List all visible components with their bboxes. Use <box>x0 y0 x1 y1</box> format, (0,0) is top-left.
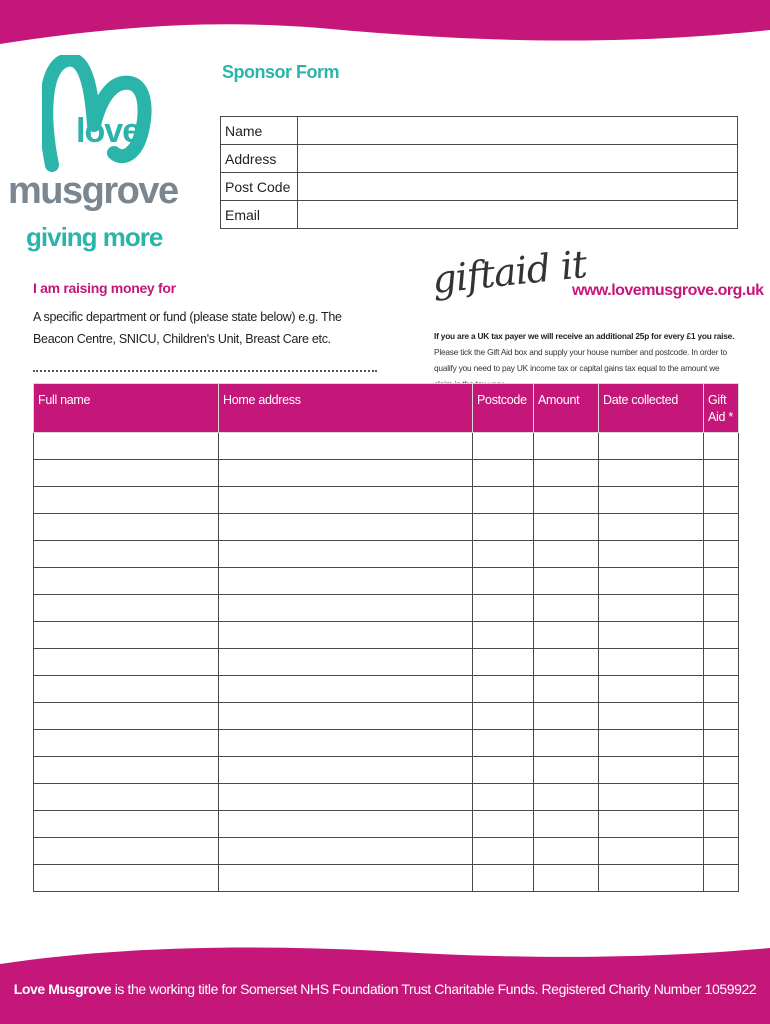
sponsor-table-header <box>34 384 739 433</box>
info-row-name <box>221 117 738 145</box>
cell-date-collected[interactable] <box>599 433 704 460</box>
table-row <box>34 649 739 676</box>
table-row <box>34 622 739 649</box>
cell-postcode[interactable] <box>473 541 534 568</box>
cell-date-collected[interactable] <box>599 487 704 514</box>
cell-date-collected[interactable] <box>599 595 704 622</box>
website-link[interactable]: www.lovemusgrove.org.uk <box>572 282 764 299</box>
cell-amount[interactable] <box>534 568 599 595</box>
cell-amount[interactable] <box>534 595 599 622</box>
table-row <box>34 730 739 757</box>
cell-gift-aid[interactable] <box>704 622 739 649</box>
cell-full-name[interactable] <box>34 811 219 838</box>
cell-gift-aid[interactable] <box>704 487 739 514</box>
postcode-field[interactable] <box>298 173 738 201</box>
cell-postcode[interactable] <box>473 487 534 514</box>
footer-brand: Love Musgrove <box>13 981 112 997</box>
sponsor-table-body <box>34 433 739 892</box>
table-row <box>34 541 739 568</box>
cell-home-address[interactable] <box>219 460 473 487</box>
cell-date-collected[interactable] <box>599 676 704 703</box>
sponsor-table <box>33 383 739 892</box>
sponsor-info-table <box>220 116 738 229</box>
cell-home-address[interactable] <box>219 757 473 784</box>
cell-postcode[interactable] <box>473 649 534 676</box>
table-row <box>34 703 739 730</box>
cell-full-name[interactable] <box>34 784 219 811</box>
table-row <box>34 784 739 811</box>
name-label: Name <box>221 117 298 145</box>
table-row <box>34 568 739 595</box>
logo-text-musgrove: musgrove <box>8 170 178 212</box>
info-row-email <box>221 201 738 229</box>
form-title: Sponsor Form <box>222 62 340 82</box>
table-row <box>34 514 739 541</box>
cell-amount[interactable] <box>534 622 599 649</box>
postcode-label: Post Code <box>221 173 298 201</box>
cell-gift-aid[interactable] <box>704 703 739 730</box>
cell-gift-aid[interactable] <box>704 838 739 865</box>
table-row <box>34 460 739 487</box>
cell-gift-aid[interactable] <box>704 460 739 487</box>
cell-home-address[interactable] <box>219 568 473 595</box>
cell-home-address[interactable] <box>219 433 473 460</box>
info-row-postcode <box>221 173 738 201</box>
cell-full-name[interactable] <box>34 865 219 892</box>
cell-postcode[interactable] <box>473 622 534 649</box>
cell-amount[interactable] <box>534 838 599 865</box>
cell-date-collected[interactable] <box>599 811 704 838</box>
header-date-collected: Date collected <box>599 384 704 433</box>
cell-date-collected[interactable] <box>599 838 704 865</box>
cell-postcode[interactable] <box>473 838 534 865</box>
table-row <box>34 811 739 838</box>
footer-charity-info: is the working title for Somerset NHS Foundation Trust Charitable Funds. Registered Charity Number 1059922 <box>111 981 757 997</box>
cell-postcode[interactable] <box>473 460 534 487</box>
cell-full-name[interactable] <box>34 433 219 460</box>
cell-home-address[interactable] <box>219 865 473 892</box>
cell-gift-aid[interactable] <box>704 595 739 622</box>
cell-postcode[interactable] <box>473 730 534 757</box>
cell-home-address[interactable] <box>219 649 473 676</box>
raising-money-title: I am raising money for <box>33 280 176 296</box>
cell-postcode[interactable] <box>473 703 534 730</box>
cell-date-collected[interactable] <box>599 622 704 649</box>
table-row <box>34 757 739 784</box>
cell-date-collected[interactable] <box>599 865 704 892</box>
cell-home-address[interactable] <box>219 784 473 811</box>
cell-gift-aid[interactable] <box>704 865 739 892</box>
giftaid-logo: giftaid it <box>430 242 589 302</box>
cell-full-name[interactable] <box>34 838 219 865</box>
cell-gift-aid[interactable] <box>704 514 739 541</box>
cell-gift-aid[interactable] <box>704 811 739 838</box>
cell-full-name[interactable] <box>34 460 219 487</box>
cell-date-collected[interactable] <box>599 541 704 568</box>
cell-postcode[interactable] <box>473 676 534 703</box>
address-field[interactable] <box>298 145 738 173</box>
header-gift-aid: Gift Aid * <box>704 384 739 433</box>
top-wave-banner <box>0 0 770 50</box>
cell-full-name[interactable] <box>34 703 219 730</box>
cell-gift-aid[interactable] <box>704 568 739 595</box>
cell-full-name[interactable] <box>34 757 219 784</box>
email-field[interactable] <box>298 201 738 229</box>
logo-text-love: love <box>76 112 141 150</box>
cell-full-name[interactable] <box>34 595 219 622</box>
cell-amount[interactable] <box>534 433 599 460</box>
cell-full-name[interactable] <box>34 730 219 757</box>
fund-entry-line[interactable] <box>33 370 377 372</box>
logo-text-giving-more: giving more <box>26 222 163 252</box>
table-row <box>34 676 739 703</box>
cell-home-address[interactable] <box>219 838 473 865</box>
cell-amount[interactable] <box>534 487 599 514</box>
cell-home-address[interactable] <box>219 622 473 649</box>
cell-amount[interactable] <box>534 460 599 487</box>
cell-postcode[interactable] <box>473 757 534 784</box>
cell-postcode[interactable] <box>473 811 534 838</box>
cell-full-name[interactable] <box>34 514 219 541</box>
cell-amount[interactable] <box>534 676 599 703</box>
cell-date-collected[interactable] <box>599 757 704 784</box>
cell-home-address[interactable] <box>219 514 473 541</box>
cell-amount[interactable] <box>534 784 599 811</box>
cell-home-address[interactable] <box>219 703 473 730</box>
cell-home-address[interactable] <box>219 541 473 568</box>
name-field[interactable] <box>298 117 738 145</box>
cell-full-name[interactable] <box>34 487 219 514</box>
cell-amount[interactable] <box>534 730 599 757</box>
cell-amount[interactable] <box>534 757 599 784</box>
header-home-address: Home address <box>219 384 473 433</box>
cell-date-collected[interactable] <box>599 460 704 487</box>
giftaid-bold-text: If you are a UK tax payer we will receive an additional 25p for every £1 you raise. <box>434 331 735 341</box>
cell-amount[interactable] <box>534 811 599 838</box>
cell-gift-aid[interactable] <box>704 541 739 568</box>
info-row-address <box>221 145 738 173</box>
cell-date-collected[interactable] <box>599 514 704 541</box>
cell-home-address[interactable] <box>219 595 473 622</box>
cell-amount[interactable] <box>534 514 599 541</box>
cell-postcode[interactable] <box>473 433 534 460</box>
giftaid-rest-text: Please tick the Gift Aid box and supply your house number and postcode. In order to qualify you need to pay UK income tax or capital gains tax equal to the amount we <box>434 347 727 373</box>
header-postcode: Postcode <box>473 384 534 433</box>
cell-date-collected[interactable] <box>599 568 704 595</box>
table-row <box>34 487 739 514</box>
cell-home-address[interactable] <box>219 730 473 757</box>
cell-home-address[interactable] <box>219 487 473 514</box>
cell-postcode[interactable] <box>473 514 534 541</box>
cell-gift-aid[interactable] <box>704 649 739 676</box>
cell-amount[interactable] <box>534 541 599 568</box>
header-full-name: Full name <box>34 384 219 433</box>
cell-postcode[interactable] <box>473 595 534 622</box>
table-row <box>34 433 739 460</box>
cell-amount[interactable] <box>534 649 599 676</box>
cell-postcode[interactable] <box>473 568 534 595</box>
email-label: Email <box>221 201 298 229</box>
cell-gift-aid[interactable] <box>704 784 739 811</box>
raising-money-description: A specific department or fund (please state below) e.g. The Beacon Centre, SNICU, Children's Unit, Breast Care etc. <box>33 310 342 346</box>
cell-postcode[interactable] <box>473 865 534 892</box>
cell-gift-aid[interactable] <box>704 730 739 757</box>
cell-home-address[interactable] <box>219 811 473 838</box>
cell-full-name[interactable] <box>34 568 219 595</box>
address-label: Address <box>221 145 298 173</box>
cell-home-address[interactable] <box>219 676 473 703</box>
cell-gift-aid[interactable] <box>704 433 739 460</box>
cell-date-collected[interactable] <box>599 649 704 676</box>
cell-postcode[interactable] <box>473 784 534 811</box>
header-amount: Amount <box>534 384 599 433</box>
cell-date-collected[interactable] <box>599 730 704 757</box>
footer-text <box>0 981 770 997</box>
cell-date-collected[interactable] <box>599 784 704 811</box>
cell-full-name[interactable] <box>34 649 219 676</box>
cell-full-name[interactable] <box>34 622 219 649</box>
table-row <box>34 595 739 622</box>
cell-full-name[interactable] <box>34 541 219 568</box>
cell-amount[interactable] <box>534 703 599 730</box>
cell-gift-aid[interactable] <box>704 676 739 703</box>
cell-amount[interactable] <box>534 865 599 892</box>
table-row <box>34 838 739 865</box>
cell-gift-aid[interactable] <box>704 757 739 784</box>
cell-date-collected[interactable] <box>599 703 704 730</box>
cell-full-name[interactable] <box>34 676 219 703</box>
table-row <box>34 865 739 892</box>
